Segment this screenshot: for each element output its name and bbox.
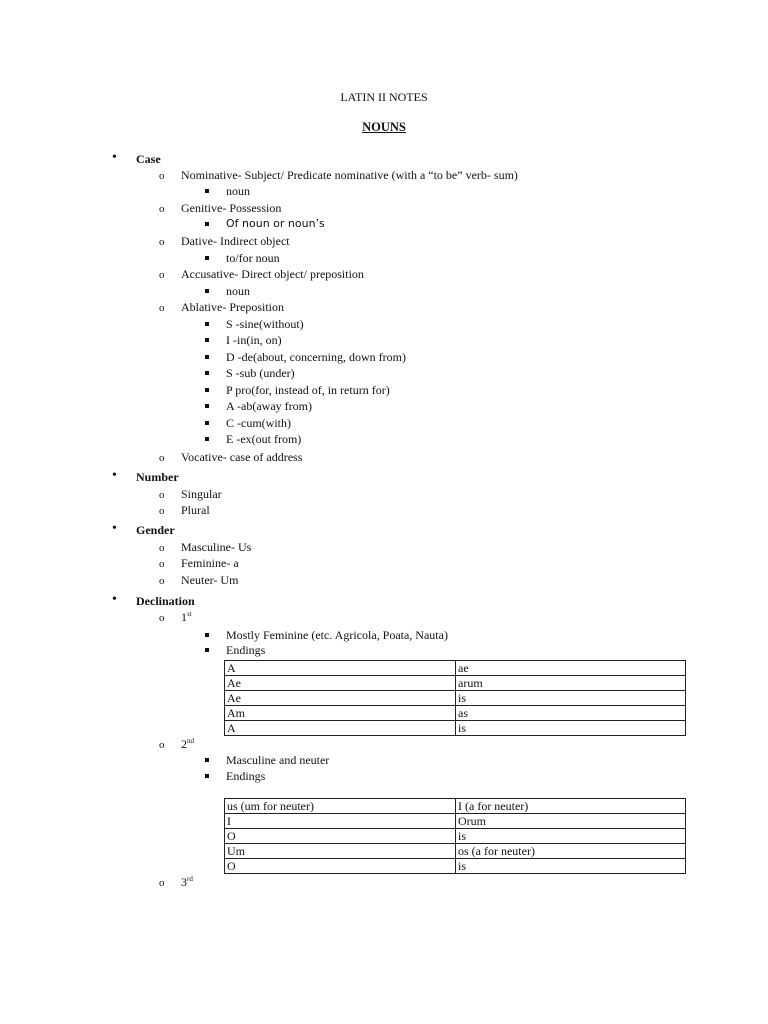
bullet-square-icon: [205, 189, 209, 193]
declension-second-note: Masculine and neuter: [226, 753, 330, 767]
item-ablative-sub: E -ex(out from): [226, 432, 302, 446]
bullet-circle-icon: o: [159, 236, 165, 248]
first-declension-endings-table: [224, 660, 686, 736]
bullet-square-icon: [205, 633, 209, 637]
bullet-square-icon: [205, 355, 209, 359]
table-cell: Ae: [225, 676, 456, 691]
bullet-square-icon: [205, 774, 209, 778]
section-title: NOUNS: [362, 120, 406, 134]
bullet-circle-icon: o: [159, 489, 165, 501]
declension-first-label: [181, 610, 192, 624]
table-cell: arum: [456, 676, 686, 691]
heading-gender: Gender: [136, 523, 175, 537]
table-cell: Ae: [225, 691, 456, 706]
bullet-square-icon: [205, 289, 209, 293]
table-cell: I (a for neuter): [456, 799, 686, 814]
bullet-circle-icon: o: [159, 612, 165, 624]
declension-third-suffix: rd: [187, 875, 193, 883]
bullet-square-icon: [205, 222, 209, 226]
table-row: [225, 829, 686, 844]
item-gender: Feminine- a: [181, 556, 239, 570]
table-row: [225, 661, 686, 676]
item-dative-sub: to/for noun: [226, 251, 280, 265]
item-accusative: Accusative- Direct object/ preposition: [181, 267, 364, 281]
bullet-circle-icon: o: [159, 877, 165, 889]
item-accusative-sub: noun: [226, 284, 250, 298]
table-cell: A: [225, 661, 456, 676]
table-cell: is: [456, 859, 686, 874]
bullet-circle-icon: o: [159, 302, 165, 314]
item-genitive: Genitive- Possession: [181, 201, 282, 215]
table-cell: O: [225, 859, 456, 874]
table-row: [225, 844, 686, 859]
bullet-square-icon: [205, 758, 209, 762]
declension-third-label: [181, 875, 193, 889]
bullet-circle-icon: o: [159, 269, 165, 281]
bullet-disc-icon: •: [112, 521, 117, 536]
table-cell: is: [456, 691, 686, 706]
table-row: [225, 706, 686, 721]
declension-first-note: Mostly Feminine (etc. Agricola, Poata, Nauta): [226, 628, 448, 642]
table-row: [225, 814, 686, 829]
table-row: [225, 676, 686, 691]
table-cell: us (um for neuter): [225, 799, 456, 814]
item-nominative-sub: noun: [226, 184, 250, 198]
bullet-square-icon: [205, 371, 209, 375]
declension-first-number: 1: [181, 610, 187, 624]
bullet-square-icon: [205, 421, 209, 425]
heading-number: Number: [136, 470, 179, 484]
table-cell: is: [456, 829, 686, 844]
table-cell: Orum: [456, 814, 686, 829]
bullet-circle-icon: o: [159, 575, 165, 587]
table-row: [225, 859, 686, 874]
heading-declination: Declination: [136, 594, 195, 608]
bullet-square-icon: [205, 404, 209, 408]
declension-second-suffix: nd: [187, 737, 194, 745]
table-cell: Um: [225, 844, 456, 859]
second-declension-endings-table: [224, 798, 686, 874]
bullet-disc-icon: •: [112, 592, 117, 607]
bullet-circle-icon: o: [159, 542, 165, 554]
item-ablative-sub: C -cum(with): [226, 416, 291, 430]
table-cell: O: [225, 829, 456, 844]
table-cell: as: [456, 706, 686, 721]
document-title: LATIN II NOTES: [340, 90, 428, 104]
declension-first-suffix: st: [187, 610, 192, 618]
table-cell: I: [225, 814, 456, 829]
item-ablative-sub: S -sub (under): [226, 366, 295, 380]
table-cell: Am: [225, 706, 456, 721]
item-ablative: Ablative- Preposition: [181, 300, 284, 314]
bullet-square-icon: [205, 322, 209, 326]
item-genitive-sub: Of noun or noun’s: [226, 217, 325, 230]
declension-second-label: [181, 737, 194, 751]
bullet-circle-icon: o: [159, 452, 165, 464]
table-cell: is: [456, 721, 686, 736]
item-number: Singular: [181, 487, 222, 501]
item-ablative-sub: A -ab(away from): [226, 399, 312, 413]
bullet-circle-icon: o: [159, 203, 165, 215]
bullet-circle-icon: o: [159, 170, 165, 182]
heading-case: Case: [136, 152, 161, 166]
item-dative: Dative- Indirect object: [181, 234, 290, 248]
bullet-circle-icon: o: [159, 739, 165, 751]
item-ablative-sub: D -de(about, concerning, down from): [226, 350, 406, 364]
item-ablative-sub: P pro(for, instead of, in return for): [226, 383, 390, 397]
declension-second-number: 2: [181, 737, 187, 751]
item-number: Plural: [181, 503, 210, 517]
bullet-square-icon: [205, 338, 209, 342]
item-ablative-sub: S -sine(without): [226, 317, 304, 331]
declension-third-number: 3: [181, 875, 187, 889]
bullet-square-icon: [205, 437, 209, 441]
item-vocative: Vocative- case of address: [181, 450, 303, 464]
item-gender: Neuter- Um: [181, 573, 239, 587]
table-row: [225, 799, 686, 814]
declension-first-note: Endings: [226, 643, 266, 657]
item-nominative: Nominative- Subject/ Predicate nominative (with a “to be” verb- sum): [181, 168, 518, 182]
bullet-circle-icon: o: [159, 505, 165, 517]
bullet-square-icon: [205, 388, 209, 392]
bullet-square-icon: [205, 648, 209, 652]
bullet-square-icon: [205, 256, 209, 260]
table-cell: A: [225, 721, 456, 736]
bullet-disc-icon: •: [112, 150, 117, 165]
item-gender: Masculine- Us: [181, 540, 252, 554]
bullet-disc-icon: •: [112, 468, 117, 483]
bullet-circle-icon: o: [159, 558, 165, 570]
table-cell: ae: [456, 661, 686, 676]
table-row: [225, 691, 686, 706]
table-cell: os (a for neuter): [456, 844, 686, 859]
declension-second-note: Endings: [226, 769, 266, 783]
item-ablative-sub: I -in(in, on): [226, 333, 282, 347]
table-row: [225, 721, 686, 736]
